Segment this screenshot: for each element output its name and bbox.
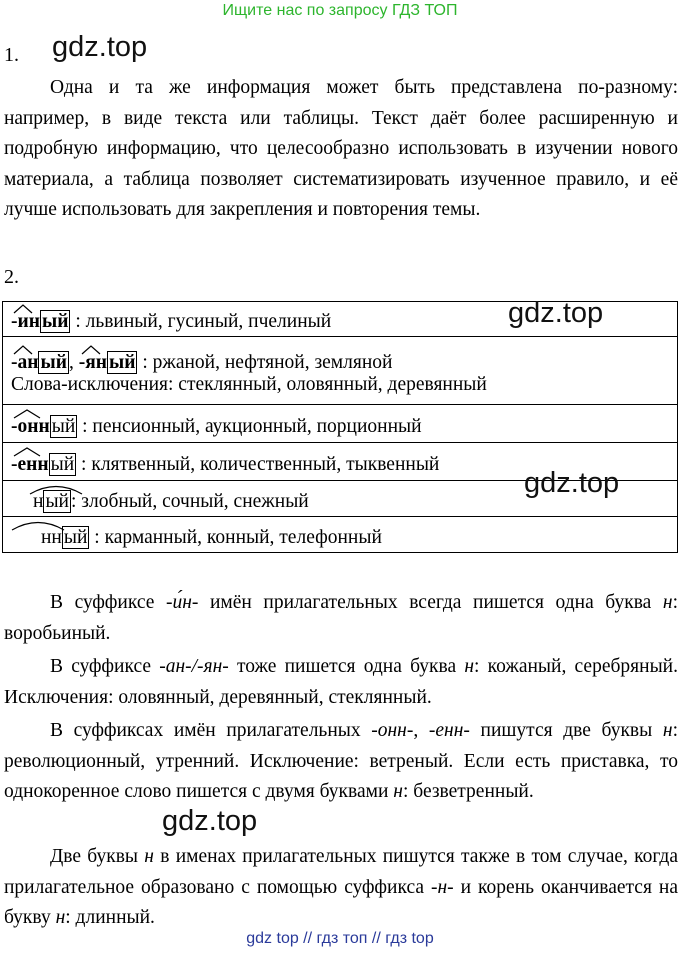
suffix-marker: -онн ый: [11, 410, 77, 438]
suffix-roof-icon: [13, 409, 41, 419]
ending-box: ый: [51, 415, 76, 437]
table-row: [3, 405, 678, 443]
root-arc-icon: [11, 519, 65, 531]
suffix-roof-icon: [81, 345, 101, 355]
ending-box: ый: [40, 351, 67, 373]
suffix-marker: нн ый: [41, 521, 89, 549]
suffix-marker: -ян ый: [79, 346, 138, 374]
separator: ,: [68, 351, 79, 373]
suffix-roof-icon: [13, 447, 41, 457]
row-examples: : пенсионный, аукционный, порционный: [77, 415, 422, 437]
suffix-marker: -ин ый: [11, 305, 70, 333]
suffix-roof-icon: [13, 345, 33, 355]
top-banner: Ищите нас по запросу ГДЗ ТОП: [222, 2, 458, 19]
ending-box: ый: [63, 526, 88, 548]
footer-link[interactable]: gdz top: [246, 930, 299, 947]
table-cell: [3, 405, 678, 443]
rule-paragraph-4: Две буквы н в именах прилагательных пишутся также в том случае, когда прилагательное образовано с помощью суффикса -н- и корень оканчивается на букву н: длинный.: [4, 846, 678, 928]
row-exceptions: Слова-исключения: стеклянный, оловянный, деревянный: [11, 373, 487, 395]
footer-link[interactable]: гдз топ: [316, 930, 368, 947]
table-cell: [3, 337, 678, 405]
watermark: gdz.top: [162, 805, 258, 837]
ending-box: ый: [41, 311, 69, 332]
row-examples: : карманный, конный, телефонный: [89, 526, 382, 548]
ending-box: ый: [45, 490, 69, 512]
row-examples: : злобный, сочный, снежный: [70, 490, 309, 512]
table-row: [3, 337, 678, 405]
suffix-marker: -енн ый: [11, 448, 76, 476]
row-examples: : клятвенный, количественный, тыквенный: [76, 453, 440, 475]
footer-links: [0, 930, 680, 948]
table-cell: [3, 517, 678, 553]
ending-box: ый: [50, 453, 75, 475]
watermark: gdz.top: [524, 467, 620, 499]
footer-separator: //: [298, 930, 317, 947]
suffix-marker: н ый: [33, 485, 71, 513]
watermark: gdz.top: [52, 31, 148, 63]
task1-paragraph: Одна и та же информация может быть представлена по-разному: например, в виде текста или таблицы. Текст даёт более расширенную и подробную информацию, что целесообразно использовать в изучении нового материала, а таблица позволяет систематизировать изученное правило, и её лучше использовать для закрепления и повторения темы.: [4, 77, 678, 220]
watermark: gdz.top: [508, 297, 604, 329]
footer-link[interactable]: гдз top: [385, 930, 434, 947]
suffix-table: [2, 301, 678, 553]
rule-paragraph-3: В суффиксах имён прилагательных -онн-, -енн- пишутся две буквы н: революционный, утренний. Исключение: ветреный. Если есть приставка, то однокоренное слово пишется с двумя буквами н: безветренный.: [4, 720, 679, 802]
footer-separator: //: [367, 930, 386, 947]
rule-paragraph-2: В суффиксе -ан-/-ян- тоже пишется одна буква н: кожаный, серебряный. Исключения: оловянный, деревянный, стеклянный.: [4, 656, 678, 708]
row-examples: : львиный, гусиный, пчелиный: [70, 311, 332, 332]
task-number-1: 1.: [4, 44, 19, 66]
ending-box: ый: [108, 351, 136, 373]
suffix-marker: -ан ый: [11, 346, 69, 374]
suffix-roof-icon: [13, 304, 33, 314]
table-row: [3, 517, 678, 553]
rule-paragraph-1: В суффиксе -и́н- имён прилагательных всегда пишется одна буква н: воробьиный.: [4, 592, 678, 644]
task-number-2: 2.: [4, 266, 19, 288]
row-examples: : ржаной, нефтяной, земляной: [137, 351, 393, 373]
root-arc-icon: [29, 483, 83, 495]
